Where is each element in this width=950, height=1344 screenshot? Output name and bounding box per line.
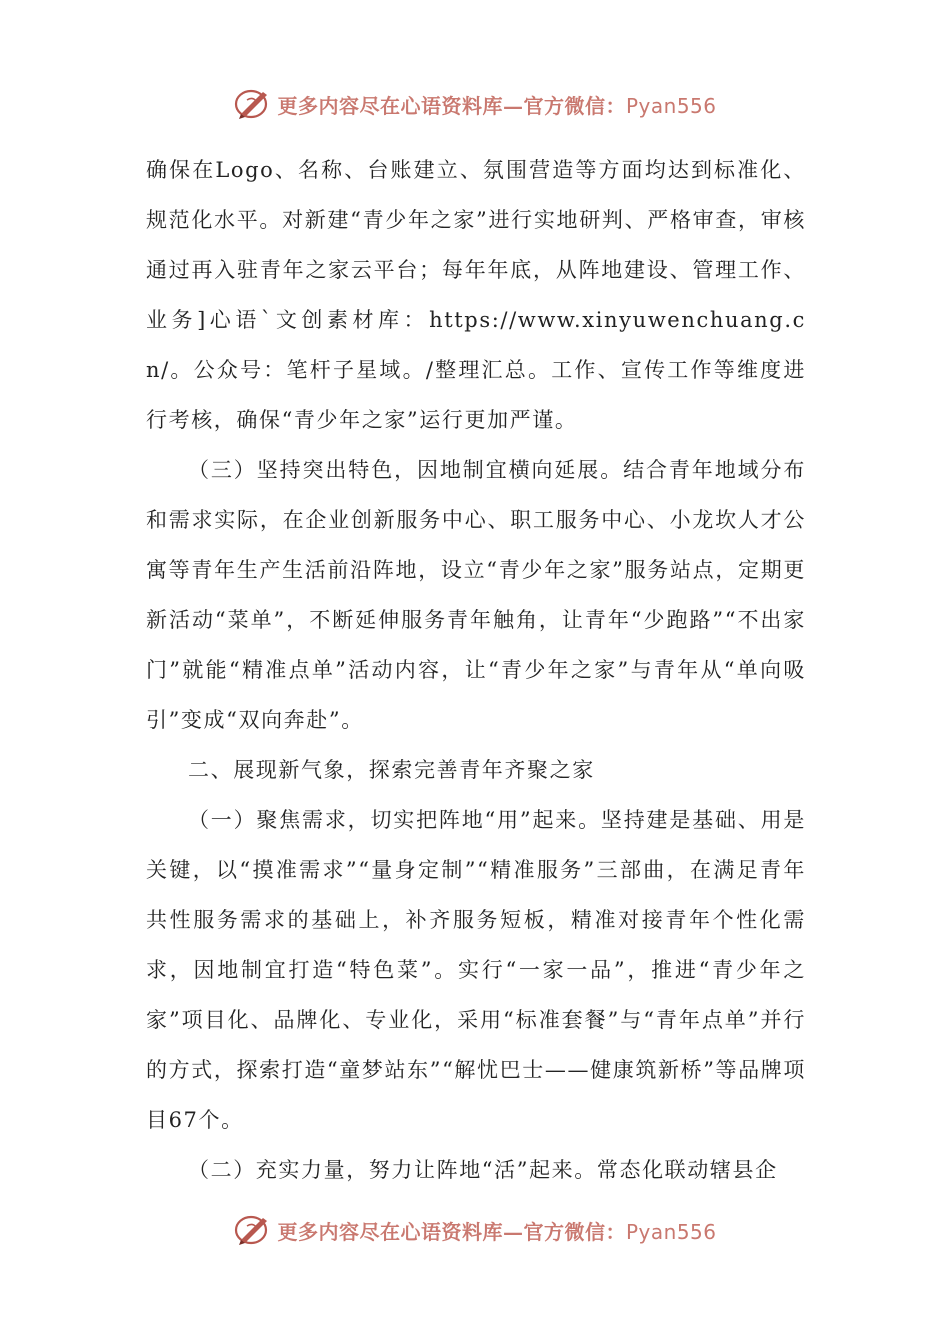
footer-watermark	[0, 1212, 950, 1248]
paragraph-3: （一）聚焦需求，切实把阵地“用”起来。坚持建是基础、用是关键，以“摸准需求”“量身定制”“精准服务”三部曲，在满足青年共性服务需求的基础上，补齐服务短板，精准对接青年个性化需求，因地制宜打造“特色菜”。实行“一家一品”，推进“青少年之家”项目化、品牌化、专业化，采用“标准套餐”与“青年点单”并行的方式，探索打造“童梦站东”“解忧巴士——健康筑新桥”等品牌项目67个。	[146, 808, 806, 1132]
paragraph-2: （三）坚持突出特色，因地制宜横向延展。结合青年地域分布和需求实际，在企业创新服务中心、职工服务中心、小龙坎人才公寓等青年生产生活前沿阵地，设立“青少年之家”服务站点，定期更新活动“菜单”，不断延伸服务青年触角，让青年“少跑路”“不出家门”就能“精准点单”活动内容，让“青少年之家”与青年从“单向吸引”变成“双向奔赴”。	[146, 458, 806, 732]
paragraph-4: （二）充实力量，努力让阵地“活”起来。常态化联动辖县企	[188, 1158, 778, 1182]
pen-logo-icon	[233, 86, 273, 122]
pen-logo-icon	[233, 1212, 273, 1248]
document-body	[146, 145, 806, 1195]
header-watermark	[0, 86, 950, 122]
paragraph-1: 确保在Logo、名称、台账建立、氛围营造等方面均达到标准化、规范化水平。对新建“青少年之家”进行实地研判、严格审查，审核通过再入驻青年之家云平台；每年年底，从阵地建设、管理工作、业务]心语`文创素材库：https://www.xinyuwenchuang.cn/。公众号：笔杆子星域。/整理汇总。工作、宣传工作等维度进行考核，确保“青少年之家”运行更加严谨。	[146, 158, 806, 432]
watermark-text: 更多内容尽在心语资料库—官方微信：Pyan556	[277, 93, 717, 118]
watermark-text: 更多内容尽在心语资料库—官方微信：Pyan556	[277, 1219, 717, 1244]
section-heading: 二、展现新气象，探索完善青年齐聚之家	[188, 758, 595, 782]
